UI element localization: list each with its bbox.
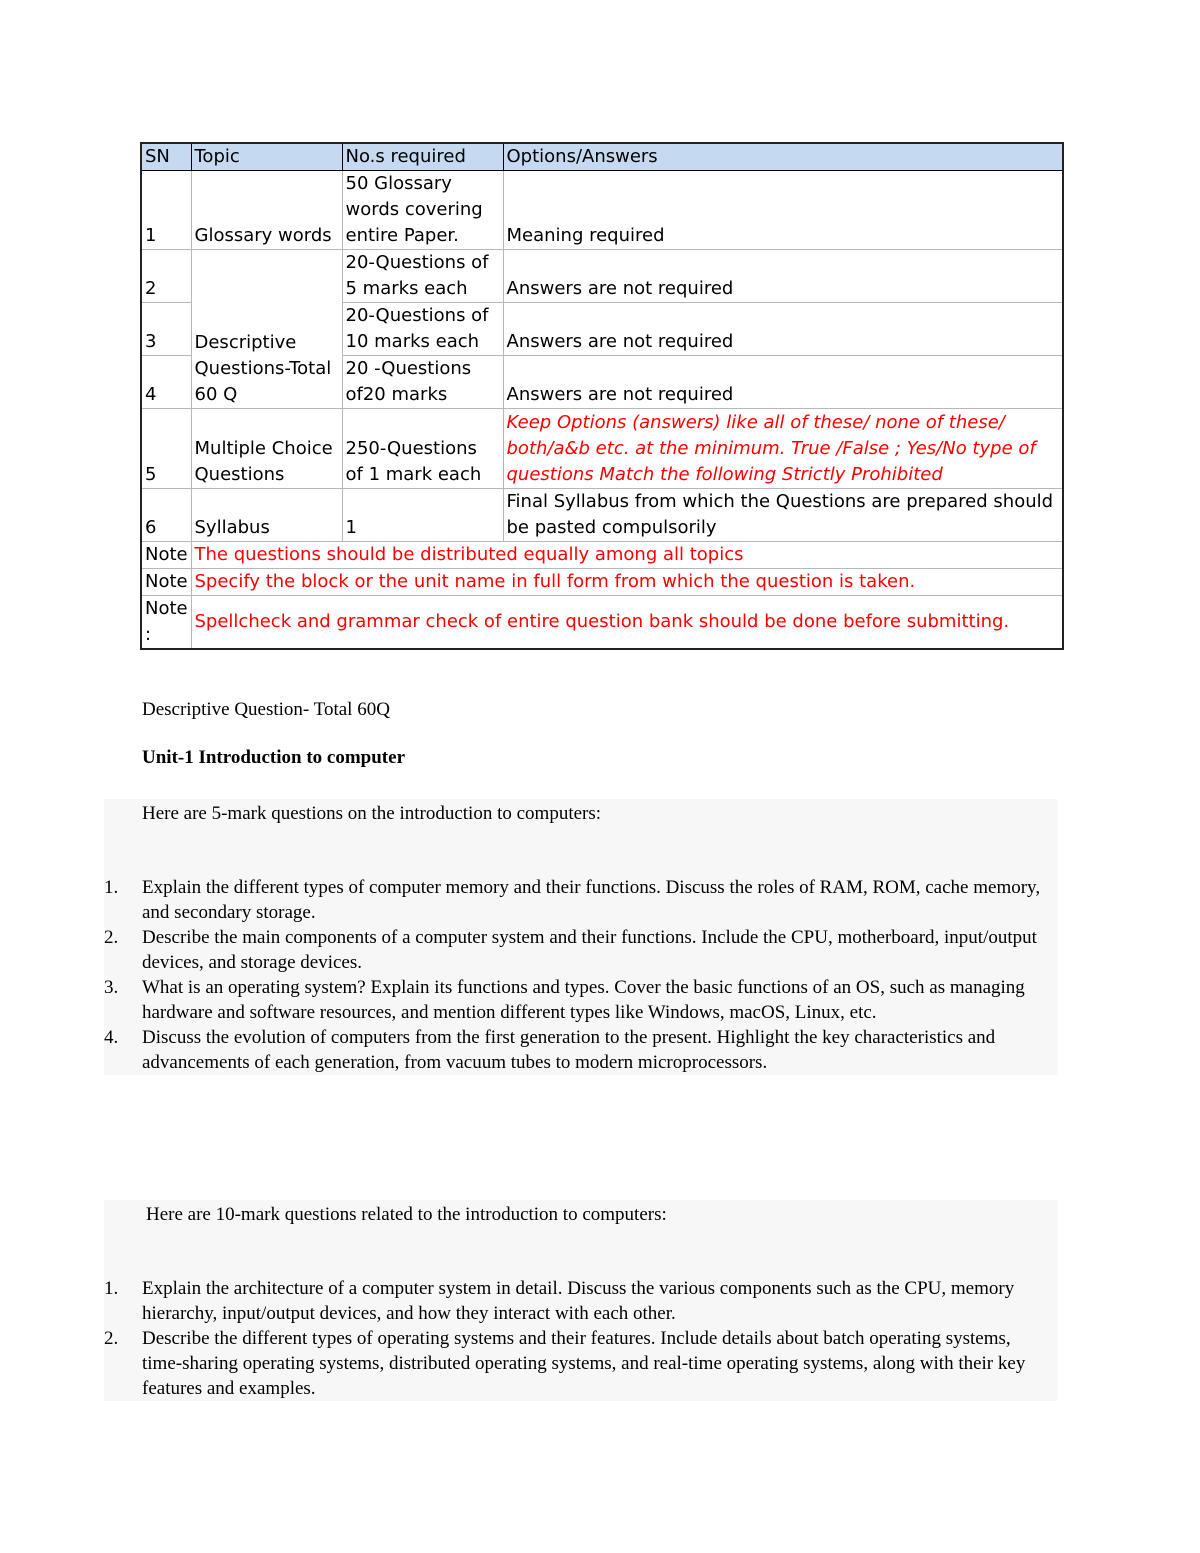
cell-sn: 2 (141, 250, 191, 303)
table-row (141, 171, 1063, 250)
note-text: Specify the block or the unit name in full form from which the question is taken. (191, 569, 1063, 596)
note-label: Note : (141, 596, 191, 650)
note-row (141, 542, 1063, 569)
item-number: 1. (104, 877, 119, 898)
ten-mark-intro: Here are 10-mark questions related to the introduction to computers: (146, 1204, 667, 1225)
requirements-table (140, 142, 1064, 650)
section-heading: Descriptive Question- Total 60Q (142, 699, 390, 720)
header-nos: No.s required (342, 143, 503, 171)
item-text: What is an operating system? Explain its functions and types. Cover the basic functions of an OS, such as managing hardware and software resources, and mention different types like Windows, macOS, Linux, etc. (142, 977, 1025, 1023)
cell-nos: 20-Questions of 10 marks each (342, 303, 503, 356)
list-item (104, 1326, 1058, 1401)
cell-options-warning: Keep Options (answers) like all of these/ none of these/ both/a&b etc. at the minimum. True /False ; Yes/No type of questions Match the following Strictly Prohibited (503, 409, 1063, 489)
item-number: 2. (104, 1328, 119, 1349)
note-text: The questions should be distributed equally among all topics (191, 542, 1063, 569)
note-label: Note (141, 542, 191, 569)
cell-options: Answers are not required (503, 250, 1063, 303)
five-mark-question-list (104, 875, 1058, 1075)
header-topic: Topic (191, 143, 342, 171)
table-row (141, 250, 1063, 303)
cell-sn: 4 (141, 356, 191, 409)
note-row (141, 596, 1063, 650)
item-text: Describe the different types of operating systems and their features. Include details about batch operating systems, time-sharing operating systems, distributed operating systems, and real-time operating systems, along with their key features and examples. (142, 1328, 1026, 1399)
list-item (104, 875, 1058, 925)
item-number: 3. (104, 977, 119, 998)
table-row (141, 409, 1063, 489)
list-item (104, 1025, 1058, 1075)
note-text: Spellcheck and grammar check of entire question bank should be done before submitting. (191, 596, 1063, 650)
item-text: Explain the architecture of a computer system in detail. Discuss the various components such as the CPU, memory hierarchy, input/output devices, and how they interact with each other. (142, 1278, 1015, 1324)
table-header-row (141, 143, 1063, 171)
header-options: Options/Answers (503, 143, 1063, 171)
list-item (104, 975, 1058, 1025)
cell-sn: 1 (141, 171, 191, 250)
note-label: Note (141, 569, 191, 596)
cell-sn: 6 (141, 489, 191, 542)
cell-options: Answers are not required (503, 356, 1063, 409)
cell-options: Meaning required (503, 171, 1063, 250)
cell-nos: 1 (342, 489, 503, 542)
cell-nos: 20 -Questions of20 marks (342, 356, 503, 409)
list-item (104, 1276, 1058, 1326)
cell-sn: 3 (141, 303, 191, 356)
cell-topic: Multiple Choice Questions (191, 409, 342, 489)
cell-topic: Syllabus (191, 489, 342, 542)
five-mark-question-block (104, 799, 1058, 1075)
table-row (141, 489, 1063, 542)
cell-nos: 50 Glossary words covering entire Paper. (342, 171, 503, 250)
unit-title: Unit-1 Introduction to computer (142, 747, 406, 768)
cell-nos: 250-Questions of 1 mark each (342, 409, 503, 489)
item-text: Explain the different types of computer memory and their functions. Discuss the roles of RAM, ROM, cache memory, and secondary storage. (142, 877, 1041, 923)
cell-topic-descriptive: Descriptive Questions-Total 60 Q (191, 250, 342, 409)
note-row (141, 569, 1063, 596)
header-sn: SN (141, 143, 191, 171)
list-item (104, 925, 1058, 975)
ten-mark-question-list (104, 1276, 1058, 1401)
cell-options: Answers are not required (503, 303, 1063, 356)
item-number: 4. (104, 1027, 119, 1048)
ten-mark-question-block (104, 1200, 1058, 1401)
item-number: 1. (104, 1278, 119, 1299)
cell-nos: 20-Questions of 5 marks each (342, 250, 503, 303)
five-mark-intro: Here are 5-mark questions on the introduction to computers: (142, 803, 602, 824)
cell-sn: 5 (141, 409, 191, 489)
cell-topic: Glossary words (191, 171, 342, 250)
item-number: 2. (104, 927, 119, 948)
item-text: Discuss the evolution of computers from the first generation to the present. Highlight the key characteristics and advancements of each generation, from vacuum tubes to modern microprocessors. (142, 1027, 996, 1073)
item-text: Describe the main components of a computer system and their functions. Include the CPU, motherboard, input/output devices, and storage devices. (142, 927, 1037, 973)
cell-options: Final Syllabus from which the Questions are prepared should be pasted compulsorily (503, 489, 1063, 542)
